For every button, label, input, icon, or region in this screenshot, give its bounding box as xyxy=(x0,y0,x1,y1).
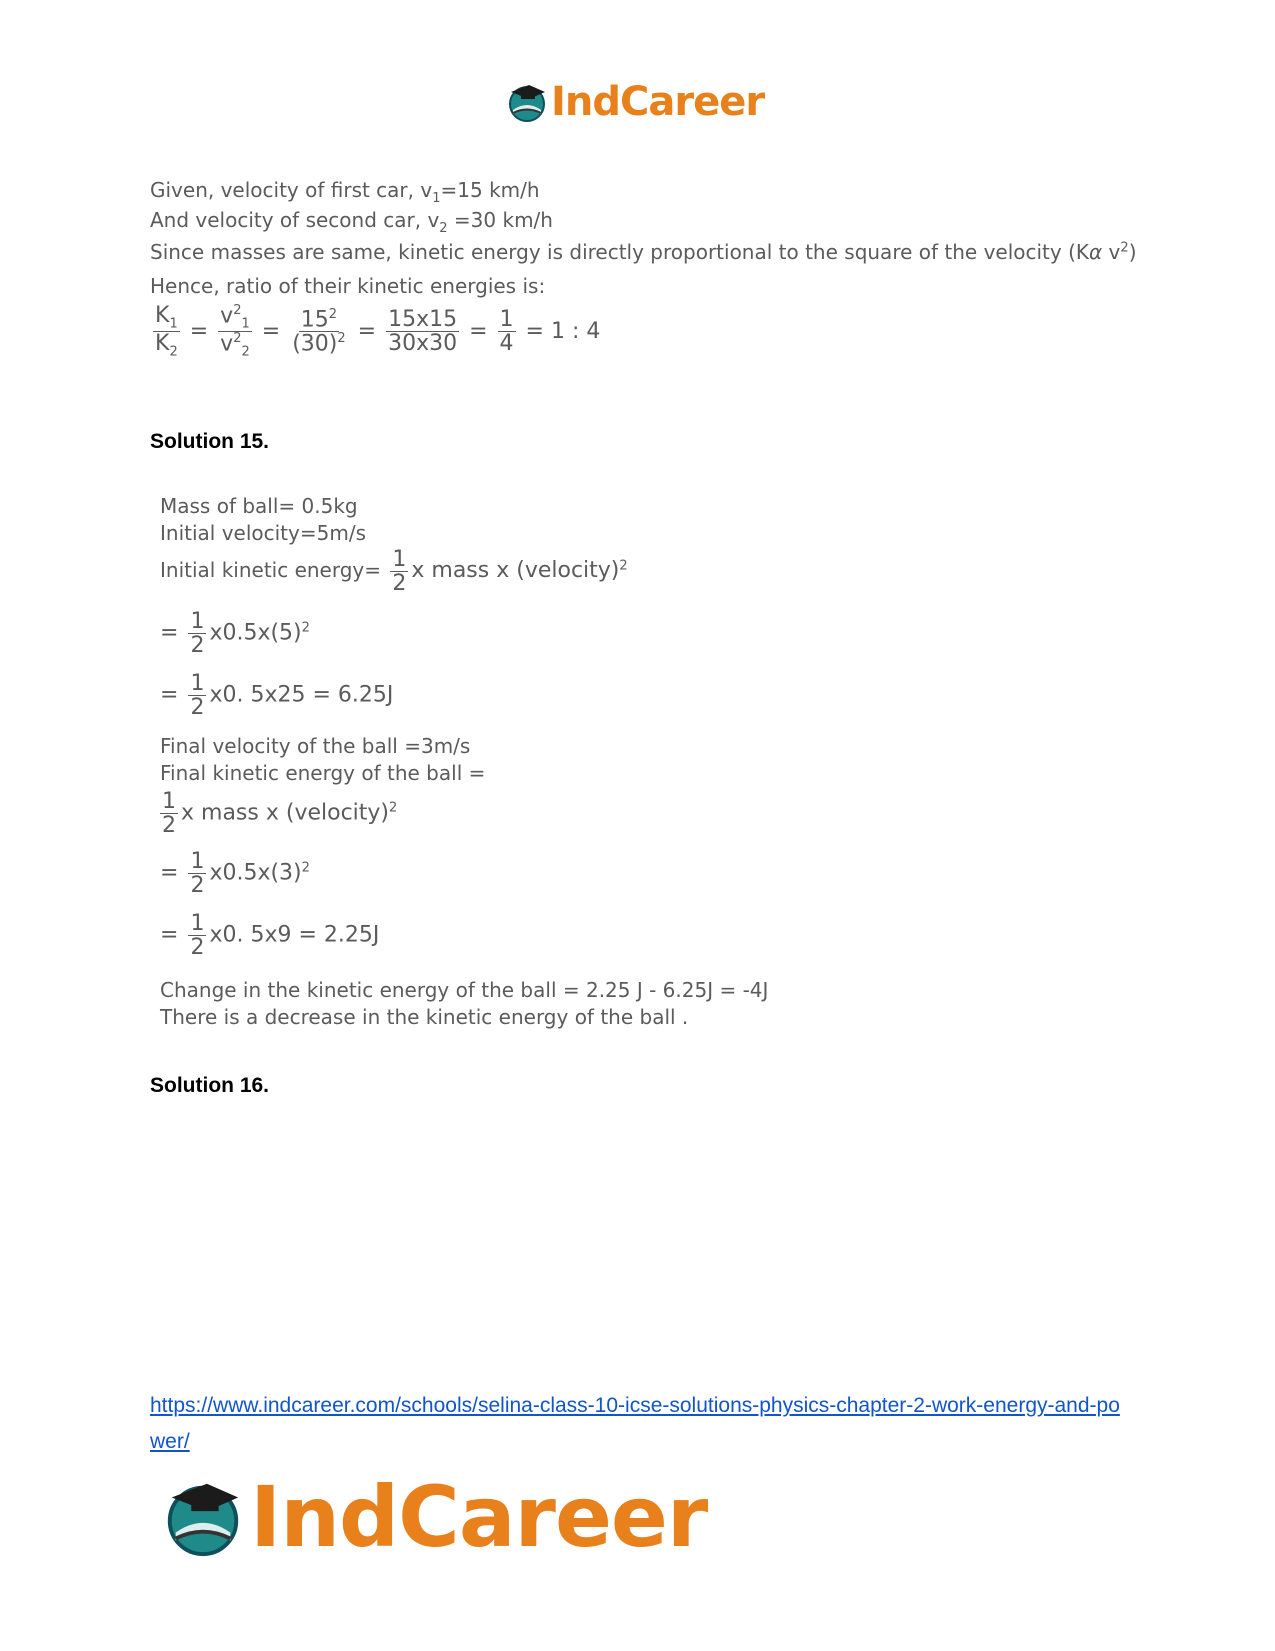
final-ke-step1: = $\frac{1}{2}$ $x0.5x(3)^2$ xyxy=(160,849,310,899)
final-ke-formula: $\frac{1}{2}$ x mass x (velocity)$^2$ xyxy=(162,789,398,839)
logo-wordmark: IndCareer xyxy=(551,79,765,125)
fraction-one-fourth: $\frac{1}{4}$ xyxy=(499,307,514,357)
footer-source-link[interactable]: https://www.indcareer.com/schools/selina-class-10-icse-solutions-physics-chapter-2-work-energy-and-power/ xyxy=(150,1394,1120,1453)
decrease-line: There is a decrease in the kinetic energy of the ball . xyxy=(160,1005,689,1029)
solution-16-heading: Solution 16. xyxy=(150,1074,270,1097)
solution-15-heading: Solution 15. xyxy=(150,430,270,453)
fraction-products: $\frac{15x15}{30x30}$ xyxy=(388,307,458,357)
graduation-cap-globe-icon xyxy=(160,1474,246,1560)
solution14-block xyxy=(150,178,1150,378)
initial-velocity-line: Initial velocity=5m/s xyxy=(160,521,366,545)
indcareer-logo-top xyxy=(505,76,764,128)
fraction-squares: $\frac{15^2}{(30)^2}$ xyxy=(292,306,346,357)
indcareer-logo-bottom xyxy=(160,1468,707,1566)
change-in-ke-line: Change in the kinetic energy of the ball = 2.25 J - 6.25J = -4J xyxy=(160,978,769,1002)
ratio-result: 1 : 4 xyxy=(550,318,601,344)
final-ke-label-line: Final kinetic energy of the ball = xyxy=(160,761,486,785)
hence-ratio-line: Hence, ratio of their kinetic energies is: xyxy=(150,274,546,298)
kinetic-energy-ratio-equation: $\frac{K_1}{K_2}$ = $\frac{v^2_1}{v^2_2}$ = $\frac{15^2}{(30)^2}$ = $\frac{15x15}{30x30}$ = $\frac{1}{4}$ = 1 : 4 xyxy=(155,303,601,361)
graduation-cap-globe-icon xyxy=(505,80,549,124)
initial-ke-step2: = $\frac{1}{2}$ x0. 5x25 = 6.25J xyxy=(160,671,394,721)
final-velocity-line: Final velocity of the ball =3m/s xyxy=(160,734,471,758)
final-ke-step2: = $\frac{1}{2}$ x0. 5x9 = 2.25J xyxy=(160,911,380,961)
solution15-block xyxy=(160,494,960,1029)
given-velocity-second-line: And velocity of second car, $v_2 =30$ km/h xyxy=(150,208,553,236)
fraction-v: $\frac{v^2_1}{v^2_2}$ xyxy=(220,303,250,361)
proportional-line: Since masses are same, kinetic energy is directly proportional to the square of the velocity (Kα $v^2$) xyxy=(150,240,1137,264)
initial-ke-formula: Initial kinetic energy= $\frac{1}{2}$ x mass x (velocity)$^2$ xyxy=(160,547,628,597)
given-velocity-first-line: Given, velocity of first car, $v_1=15$ km/h xyxy=(150,178,540,206)
initial-ke-step1: = $\frac{1}{2}$ $x0.5x(5)^2$ xyxy=(160,609,310,659)
fraction-k: $\frac{K_1}{K_2}$ xyxy=(155,303,178,360)
mass-line: Mass of ball= 0.5kg xyxy=(160,494,358,518)
logo-wordmark-large: IndCareer xyxy=(250,1468,708,1566)
